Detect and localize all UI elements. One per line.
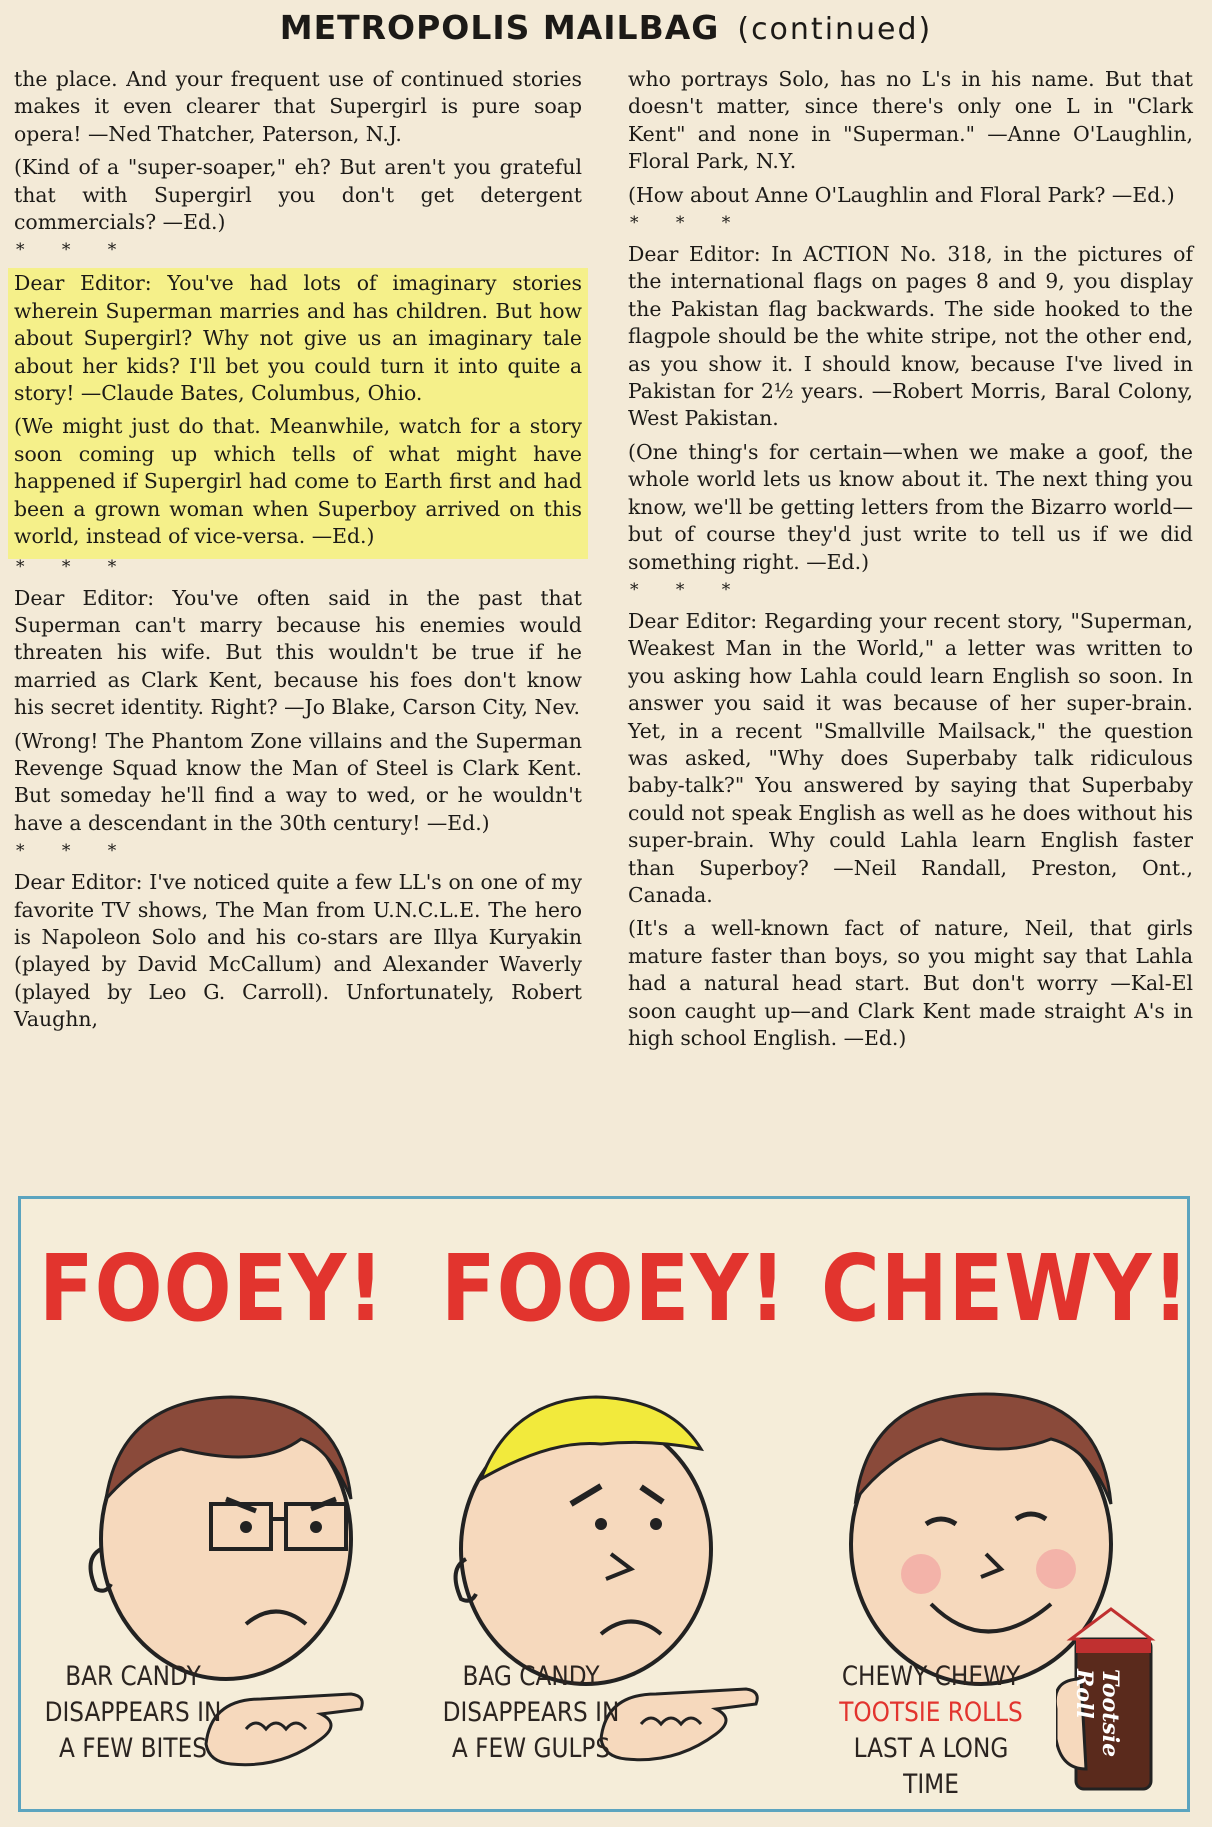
tootsie-roll-wrapper-text: Tootsie Roll xyxy=(1071,1669,1123,1758)
separator: * * * xyxy=(16,240,133,261)
letter-text: Dear Editor: You've had lots of imaginary stories wherein Superman marries and has children. But how about Supergirl? Why not give us an imaginary tale about her kids? I'll bet you could turn it into quite a story! —Claude Bates, Columbus, Ohio. xyxy=(14,271,582,406)
editor-reply: (How about Anne O'Laughlin and Floral Park? —Ed.) xyxy=(628,182,1175,207)
page-title-main: METROPOLIS MAILBAG xyxy=(279,8,720,47)
ad-headline-1: FOOEY! xyxy=(39,1235,385,1342)
ad-caption-bag-candy xyxy=(436,1659,625,1767)
letter-text: Dear Editor: Regarding your recent story, "Superman, Weakest Man in the World," a letter was written to you asking how Lahla could learn English so soon. In answer you said it was because of her super-brain. Yet, in a recent "Smallville Mailsack," the question was asked, "Why does Superbaby talk ridiculous baby-talk?" You answered by saying that Superbaby could not speak English as well as he does without his super-brain. Why could Lahla learn English faster than Superboy? —Neil Randall, Preston, Ont., Canada. xyxy=(628,608,1193,907)
blond-boy-face-icon xyxy=(421,1379,741,1699)
editor-reply: (Wrong! The Phantom Zone villains and the Superman Revenge Squad know the Man of Steel is Clark Kent. But someday he'll find a way to wed, or he wouldn't have a descendant in the 30th century! —Ed.) xyxy=(14,728,582,835)
editor-reply: (One thing's for certain—when we make a goof, the whole world lets us know about it. The next thing you know, we'll be getting letters from the Bizarro world—but of course they'd just write to tell us if we did something right. —Ed.) xyxy=(628,439,1193,574)
ad-caption-bar-candy xyxy=(38,1659,227,1767)
letter-text: Dear Editor: In ACTION No. 318, in the pictures of the international flags on pages 8 and 9, you display the Pakistan flag backwards. The side hooked to the flagpole should be the white stripe, not the other end, as you show it. I should know, because I've lived in Pakistan for 2½ years. —Robert Morris, Baral Colony, West Pakistan. xyxy=(628,242,1193,431)
caption-line: DISAPPEARS IN xyxy=(44,1697,222,1728)
caption-line: CHEWY CHEWY xyxy=(841,1661,1021,1692)
letter-text: the place. And your frequent use of continued stories makes it even clearer that Supergirl is pure soap opera! —Ned Thatcher, Paterson, N.J. xyxy=(14,67,582,146)
caption-line: LAST A LONG TIME xyxy=(853,1733,1009,1800)
separator: * * * xyxy=(16,841,133,862)
ad-caption-tootsie xyxy=(824,1659,1039,1803)
editor-reply: (Kind of a "super-soaper," eh? But aren't you grateful that with Supergirl you don't get detergent commercials? —Ed.) xyxy=(14,155,582,235)
right-column xyxy=(628,66,1193,1058)
caption-line: A FEW GULPS xyxy=(451,1733,611,1764)
caption-line: DISAPPEARS IN xyxy=(442,1697,620,1728)
page-title-continued: (continued) xyxy=(737,12,933,47)
caption-line-brand: TOOTSIE ROLLS xyxy=(839,1697,1023,1728)
editor-reply: (It's a well-known fact of nature, Neil, that girls mature faster than boys, so you might say that Lahla had a natural head start. But don't worry —Kal-El soon caught up—and Clark Kent made straight A's in high school English. —Ed.) xyxy=(628,916,1193,1050)
separator: * * * xyxy=(16,556,133,577)
letter-text: Dear Editor: You've often said in the past that Superman can't marry because his enemies would threaten his wife. But this wouldn't be true if he married as Clark Kent, because his foes don't know his secret identity. Right? —Jo Blake, Carson City, Nev. xyxy=(14,585,582,720)
separator: * * * xyxy=(630,213,747,234)
left-column xyxy=(14,66,582,1040)
letter-text: Dear Editor: I've noticed quite a few LL's on one of my favorite TV shows, The Man from U.N.C.L.E. The hero is Napoleon Solo and his co-stars are Illya Kuryakin (played by David McCallum) and Alexander Waverly (played by Leo G. Carroll). Unfortunately, Robert Vaughn, xyxy=(14,870,582,1032)
letter-text: who portrays Solo, has no L's in his name. But that doesn't matter, since there's only one L in "Clark Kent" and none in "Superman." —Anne O'Laughlin, Floral Park, N.Y. xyxy=(628,67,1193,174)
caption-line: BAG CANDY xyxy=(462,1661,600,1692)
glasses-boy-face-icon xyxy=(61,1379,381,1699)
editor-reply: (We might just do that. Meanwhile, watch for a story soon coming up which tells of what might have happened if Supergirl had come to Earth first and had been a grown woman when Superboy arrived on this world, instead of vice-versa. —Ed.) xyxy=(14,414,582,549)
ad-headline-2: FOOEY! xyxy=(441,1235,787,1342)
highlighted-letter xyxy=(8,268,588,558)
ad-headline-3: CHEWY! xyxy=(821,1235,1190,1342)
page-title xyxy=(0,8,1212,47)
tootsie-roll-ad xyxy=(18,1196,1190,1812)
caption-line: BAR CANDY xyxy=(65,1661,201,1692)
caption-line: A FEW BITES xyxy=(58,1733,208,1764)
separator: * * * xyxy=(630,579,747,600)
